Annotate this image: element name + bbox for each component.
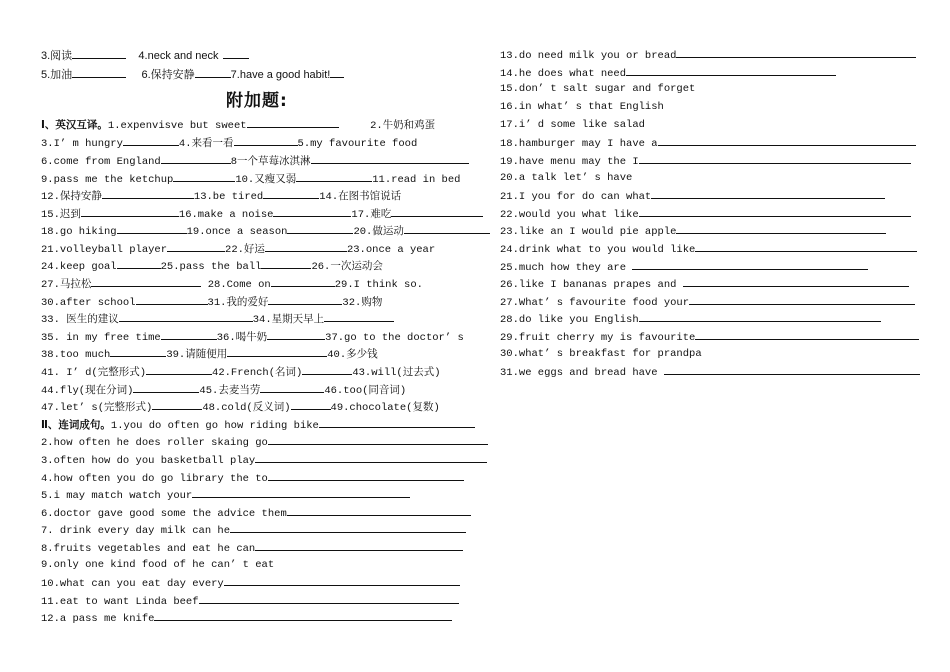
part1-row-17: 47.let’ s(完整形式) 48.cold(反义词) 49.chocolate(复数): [41, 398, 440, 416]
answer-blank[interactable]: [223, 47, 249, 59]
part1-row-14: 38.too much 39.请随便用 40.多少钱: [41, 345, 378, 363]
answer-blank[interactable]: [192, 486, 410, 498]
part2-item-13: 13.do need milk you or bread: [500, 46, 916, 64]
answer-blank[interactable]: [296, 170, 372, 182]
answer-blank[interactable]: [695, 240, 917, 252]
part2-item-4: 4.how often you do go library the to: [41, 469, 464, 487]
answer-blank[interactable]: [227, 345, 327, 357]
answer-blank[interactable]: [161, 328, 217, 340]
answer-blank[interactable]: [72, 47, 126, 59]
part1-row-1: Ⅰ、英汉互译。1.expenvisve but sweet 2.牛奶和鸡蛋: [41, 116, 435, 134]
answer-blank[interactable]: [167, 240, 225, 252]
part2-item-3: 3.often how do you basketball play: [41, 451, 487, 469]
answer-blank[interactable]: [199, 592, 459, 604]
answer-blank[interactable]: [117, 222, 187, 234]
answer-blank[interactable]: [658, 134, 916, 146]
answer-blank[interactable]: [639, 310, 881, 322]
answer-blank[interactable]: [133, 381, 199, 393]
part2-item-22: 22.would you what like: [500, 205, 911, 223]
part2-item-24: 24.drink what to you would like: [500, 240, 917, 258]
part2-item-10: 10.what can you eat day every: [41, 574, 460, 592]
answer-blank[interactable]: [689, 293, 915, 305]
part1-row-3: 6.come from England 8一个草莓冰淇淋: [41, 152, 469, 170]
part2-item-11: 11.eat to want Linda beef: [41, 592, 459, 610]
part2-item-15: 15.don’ t salt sugar and forget: [500, 83, 696, 95]
answer-blank[interactable]: [265, 240, 347, 252]
answer-blank[interactable]: [319, 416, 475, 428]
answer-blank[interactable]: [260, 381, 324, 393]
answer-blank[interactable]: [651, 187, 885, 199]
answer-blank[interactable]: [324, 310, 394, 322]
part2-item-7: 7. drink every day milk can he: [41, 521, 466, 539]
answer-blank[interactable]: [267, 328, 325, 340]
answer-blank[interactable]: [639, 152, 911, 164]
answer-blank[interactable]: [639, 205, 911, 217]
answer-blank[interactable]: [110, 345, 166, 357]
answer-blank[interactable]: [676, 46, 916, 58]
part2-item-1: Ⅱ、连词成句。1.you do often go how riding bike: [41, 416, 475, 434]
part1-row-11: 30.after school 31.我的爱好 32.购物: [41, 293, 382, 311]
part2-item-14: 14.he does what need: [500, 64, 836, 82]
part1-row-10: 27.马拉松 28.Come on 29.I think so.: [41, 275, 423, 293]
part2-item-26: 26.like I bananas prapes and: [500, 275, 909, 293]
part2-item-25: 25.much how they are: [500, 258, 868, 276]
part1-row-5: 12.保持安静 13.be tired 14.在图书馆说话: [41, 187, 401, 205]
answer-blank[interactable]: [224, 574, 460, 586]
part1-row-13: 35. in my free time 36.喝牛奶 37.go to the doctor’ s: [41, 328, 464, 346]
answer-blank[interactable]: [391, 205, 483, 217]
answer-blank[interactable]: [404, 222, 490, 234]
answer-blank[interactable]: [195, 66, 231, 78]
part2-item-29: 29.fruit cherry my is favourite: [500, 328, 919, 346]
part2-item-20: 20.a talk let’ s have: [500, 172, 633, 184]
part2-item-31: 31.we eggs and bread have: [500, 363, 920, 381]
answer-blank[interactable]: [263, 187, 319, 199]
part1-row-6: 15.迟到 16.make a noise 17.难吃: [41, 205, 483, 223]
answer-blank[interactable]: [271, 275, 335, 287]
answer-blank[interactable]: [261, 257, 311, 269]
answer-blank[interactable]: [311, 152, 469, 164]
part2-item-5: 5.i may match watch your: [41, 486, 410, 504]
part2-item-9: 9.only one kind food of he can’ t eat: [41, 559, 275, 571]
part1-row-16: 44.fly(现在分词) 45.去麦当劳 46.too(同音词): [41, 381, 406, 399]
answer-blank[interactable]: [695, 328, 919, 340]
answer-blank[interactable]: [81, 205, 179, 217]
answer-blank[interactable]: [287, 222, 353, 234]
answer-blank[interactable]: [255, 539, 463, 551]
answer-blank[interactable]: [632, 258, 868, 270]
answer-blank[interactable]: [287, 504, 471, 516]
answer-blank[interactable]: [330, 66, 344, 78]
top-line-1: 3.阅读 4.neck and neck: [41, 47, 249, 63]
answer-blank[interactable]: [291, 398, 331, 410]
answer-blank[interactable]: [136, 293, 208, 305]
part2-item-17: 17.i’ d some like salad: [500, 119, 645, 131]
answer-blank[interactable]: [664, 363, 920, 375]
part2-item-21: 21.I you for do can what: [500, 187, 885, 205]
part1-row-8: 21.volleyball player 22.好运 23.once a year: [41, 240, 435, 258]
part2-item-12: 12.a pass me knife: [41, 609, 452, 627]
part1-row-2: 3.I’ m hungry 4.来看一看 5.my favourite food: [41, 134, 417, 152]
part2-item-27: 27.What’ s favourite food your: [500, 293, 915, 311]
answer-blank[interactable]: [152, 398, 202, 410]
part1-row-15: 41. I’ d(完整形式) 42.French(名词) 43.will(过去式): [41, 363, 441, 381]
answer-blank[interactable]: [123, 134, 179, 146]
answer-blank[interactable]: [173, 170, 235, 182]
part2-item-2: 2.how often he does roller skaing go: [41, 433, 488, 451]
answer-blank[interactable]: [268, 469, 464, 481]
answer-blank[interactable]: [676, 222, 886, 234]
part2-item-23: 23.like an I would pie apple: [500, 222, 886, 240]
answer-blank[interactable]: [146, 363, 212, 375]
part1-row-9: 24.keep goal 25.pass the ball 26.一次运动会: [41, 257, 383, 275]
answer-blank[interactable]: [72, 66, 126, 78]
bonus-title: 附加题:: [226, 91, 288, 111]
top-line-2: 5.加油 6.保持安静 7.have a good habit!: [41, 66, 344, 82]
part2-item-19: 19.have menu may the I: [500, 152, 911, 170]
part2-item-30: 30.what’ s breakfast for prandpa: [500, 348, 702, 360]
answer-blank[interactable]: [230, 521, 466, 533]
part2-item-16: 16.in what’ s that English: [500, 101, 664, 113]
answer-blank[interactable]: [247, 116, 339, 128]
answer-blank[interactable]: [273, 205, 351, 217]
part2-item-6: 6.doctor gave good some the advice them: [41, 504, 471, 522]
answer-blank[interactable]: [302, 363, 352, 375]
answer-blank[interactable]: [255, 451, 487, 463]
answer-blank[interactable]: [117, 257, 161, 269]
answer-blank[interactable]: [268, 433, 488, 445]
answer-blank[interactable]: [683, 275, 909, 287]
answer-blank[interactable]: [119, 310, 253, 322]
answer-blank[interactable]: [268, 293, 342, 305]
answer-blank[interactable]: [154, 609, 452, 621]
part1-row-7: 18.go hiking 19.once a season 20.做运动: [41, 222, 490, 240]
part1-row-12: 33. 医生的建议 34.星期天早上: [41, 310, 394, 328]
answer-blank[interactable]: [91, 275, 201, 287]
part2-item-28: 28.do like you English: [500, 310, 881, 328]
part1-row-4: 9.pass me the ketchup 10.又瘦又弱 11.read in bed: [41, 170, 460, 188]
answer-blank[interactable]: [102, 187, 194, 199]
part2-heading: Ⅱ、连词成句。: [41, 419, 111, 431]
answer-blank[interactable]: [161, 152, 231, 164]
part1-heading: Ⅰ、英汉互译。: [41, 119, 108, 131]
answer-blank[interactable]: [626, 64, 836, 76]
part2-item-8: 8.fruits vegetables and eat he can: [41, 539, 463, 557]
part2-item-18: 18.hamburger may I have a: [500, 134, 916, 152]
answer-blank[interactable]: [234, 134, 298, 146]
